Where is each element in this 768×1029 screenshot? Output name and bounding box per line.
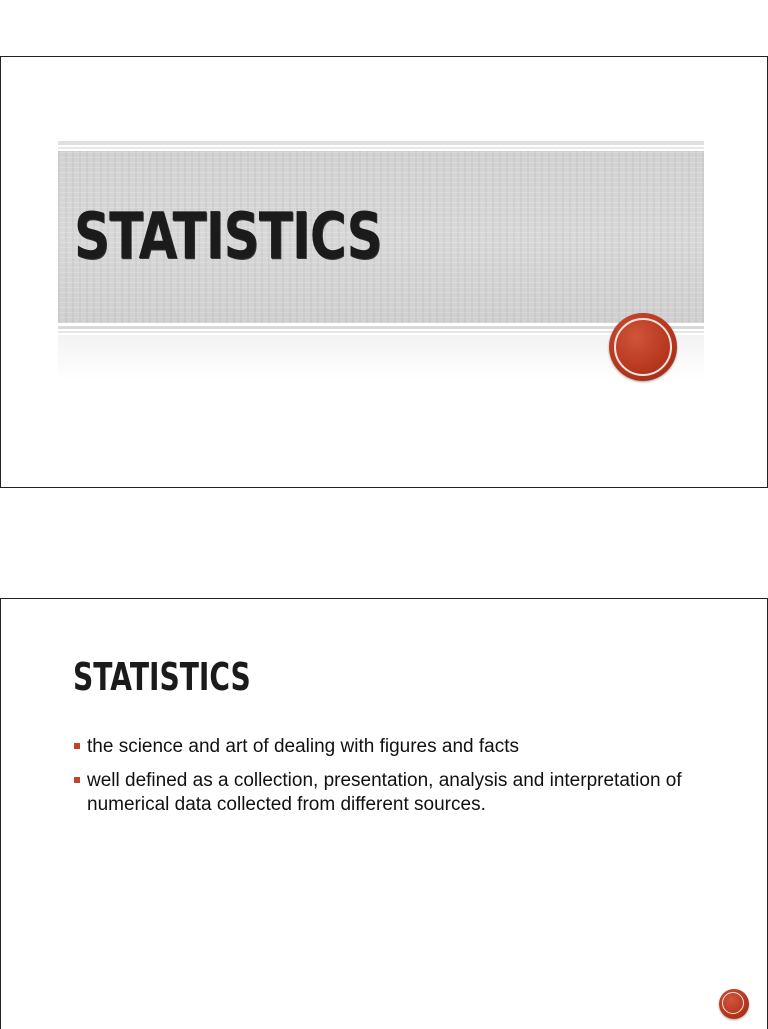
bullet-text: the science and art of dealing with figures and facts [87,736,519,757]
decorative-circle-ring [722,992,744,1014]
slide-title [0,56,768,488]
slide-heading: STATISTICS [73,655,251,699]
list-item [74,769,694,817]
title-banner [58,141,704,431]
decorative-circle-ring [614,318,672,376]
bullet-list [74,735,694,827]
bullet-square-icon [74,743,80,749]
decorative-circle-icon [609,313,677,381]
bullet-square-icon [74,777,80,783]
banner-shadow [58,335,704,381]
banner-texture [58,151,704,323]
banner-top-stripe-thin [58,147,704,149]
slide-content [0,598,768,1029]
banner-top-stripe [58,141,704,145]
decorative-circle-icon [719,989,749,1019]
slide-title-text: STATISTICS [74,200,382,274]
banner-bottom-stripe [58,326,704,329]
bullet-text: well defined as a collection, presentation, analysis and interpretation of numerical data collected from different sources. [87,770,682,815]
list-item [74,735,694,759]
banner-bottom-stripe-thin [58,331,704,333]
